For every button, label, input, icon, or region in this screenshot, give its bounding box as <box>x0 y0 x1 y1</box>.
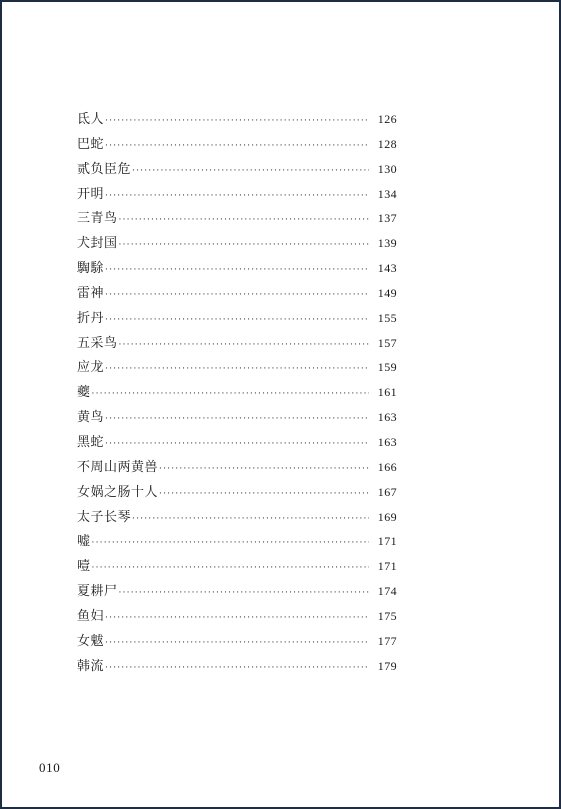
toc-entry-title: 贰负臣危 <box>77 161 132 177</box>
toc-entry-page: 179 <box>377 658 397 673</box>
toc-entry <box>77 604 397 629</box>
toc-entry <box>77 306 397 331</box>
toc-entry-title: 黄鸟 <box>77 410 105 426</box>
toc-entry-title: 夏耕尸 <box>77 584 118 600</box>
toc-leader-dots <box>119 233 369 258</box>
toc-leader-dots <box>132 159 369 184</box>
toc-entry-title: 犬封国 <box>77 236 118 252</box>
toc-entry-title: 女娲之肠十人 <box>77 484 159 500</box>
toc-entry-title: 騊駼 <box>77 261 105 277</box>
toc-entry <box>77 529 397 554</box>
toc-entry <box>77 331 397 356</box>
table-of-contents <box>77 107 397 678</box>
toc-leader-dots <box>105 308 369 333</box>
toc-leader-dots <box>105 134 369 159</box>
toc-entry-title: 折丹 <box>77 310 105 326</box>
toc-entry-title: 五采鸟 <box>77 335 118 351</box>
toc-leader-dots <box>92 556 369 581</box>
toc-leader-dots <box>105 357 369 382</box>
toc-entry-page: 171 <box>377 559 397 574</box>
toc-entry <box>77 380 397 405</box>
toc-entry <box>77 107 397 132</box>
toc-entry-title: 噎 <box>77 559 91 575</box>
toc-entry-page: 143 <box>377 261 397 276</box>
toc-entry-title: 嘘 <box>77 534 91 550</box>
toc-leader-dots <box>119 581 369 606</box>
toc-entry-title: 鱼妇 <box>77 608 105 624</box>
toc-entry <box>77 281 397 306</box>
toc-entry <box>77 231 397 256</box>
toc-entry-page: 126 <box>377 112 397 126</box>
toc-entry <box>77 455 397 480</box>
toc-leader-dots <box>119 333 369 358</box>
toc-entry-page: 163 <box>377 410 397 425</box>
toc-entry <box>77 206 397 231</box>
toc-entry <box>77 405 397 430</box>
toc-leader-dots <box>105 283 369 308</box>
toc-entry-title: 夔 <box>77 385 91 401</box>
toc-entry-page: 171 <box>377 534 397 549</box>
toc-entry <box>77 505 397 530</box>
toc-entry-page: 128 <box>377 136 397 151</box>
toc-entry <box>77 480 397 505</box>
toc-leader-dots <box>132 507 369 532</box>
toc-entry-title: 巴蛇 <box>77 136 105 152</box>
toc-entry-title: 不周山两黄兽 <box>77 459 159 475</box>
toc-entry-page: 161 <box>377 385 397 400</box>
toc-leader-dots <box>92 531 369 556</box>
toc-leader-dots <box>105 631 369 656</box>
toc-entry-title: 三青鸟 <box>77 211 118 227</box>
toc-leader-dots <box>105 407 369 432</box>
toc-entry-page: 134 <box>377 186 397 201</box>
toc-entry-page: 169 <box>377 509 397 524</box>
toc-entry-page: 130 <box>377 161 397 176</box>
toc-leader-dots <box>105 258 369 283</box>
toc-leader-dots <box>105 606 369 631</box>
toc-entry <box>77 554 397 579</box>
toc-entry-title: 氐人 <box>77 112 105 127</box>
toc-entry-page: 157 <box>377 335 397 350</box>
toc-leader-dots <box>105 109 369 134</box>
toc-entry-page: 137 <box>377 211 397 226</box>
toc-entry-page: 167 <box>377 484 397 499</box>
toc-entry <box>77 182 397 207</box>
toc-entry <box>77 157 397 182</box>
toc-entry-page: 139 <box>377 236 397 251</box>
toc-entry-page: 149 <box>377 285 397 300</box>
toc-entry <box>77 430 397 455</box>
page-number: 010 <box>39 760 61 775</box>
toc-entry <box>77 654 397 679</box>
toc-leader-dots <box>105 432 369 457</box>
toc-entry-page: 177 <box>377 633 397 648</box>
toc-leader-dots <box>159 457 369 482</box>
toc-leader-dots <box>159 482 369 507</box>
toc-leader-dots <box>119 208 369 233</box>
toc-entry <box>77 256 397 281</box>
toc-entry-page: 155 <box>377 310 397 325</box>
toc-leader-dots <box>92 382 369 407</box>
toc-entry <box>77 629 397 654</box>
toc-entry-page: 174 <box>377 584 397 599</box>
toc-entry-title: 黑蛇 <box>77 434 105 450</box>
toc-entry-title: 女魃 <box>77 633 105 649</box>
toc-entry <box>77 132 397 157</box>
toc-entry-page: 163 <box>377 434 397 449</box>
toc-entry-title: 太子长琴 <box>77 509 132 525</box>
toc-entry-page: 166 <box>377 459 397 474</box>
toc-entry-page: 175 <box>377 608 397 623</box>
toc-entry-title: 应龙 <box>77 360 105 376</box>
toc-leader-dots <box>105 656 369 681</box>
toc-entry-title: 雷神 <box>77 285 105 301</box>
toc-entry-page: 159 <box>377 360 397 375</box>
toc-entry-title: 韩流 <box>77 658 105 674</box>
toc-leader-dots <box>105 184 369 209</box>
toc-entry <box>77 579 397 604</box>
toc-entry <box>77 355 397 380</box>
toc-entry-title: 开明 <box>77 186 105 202</box>
